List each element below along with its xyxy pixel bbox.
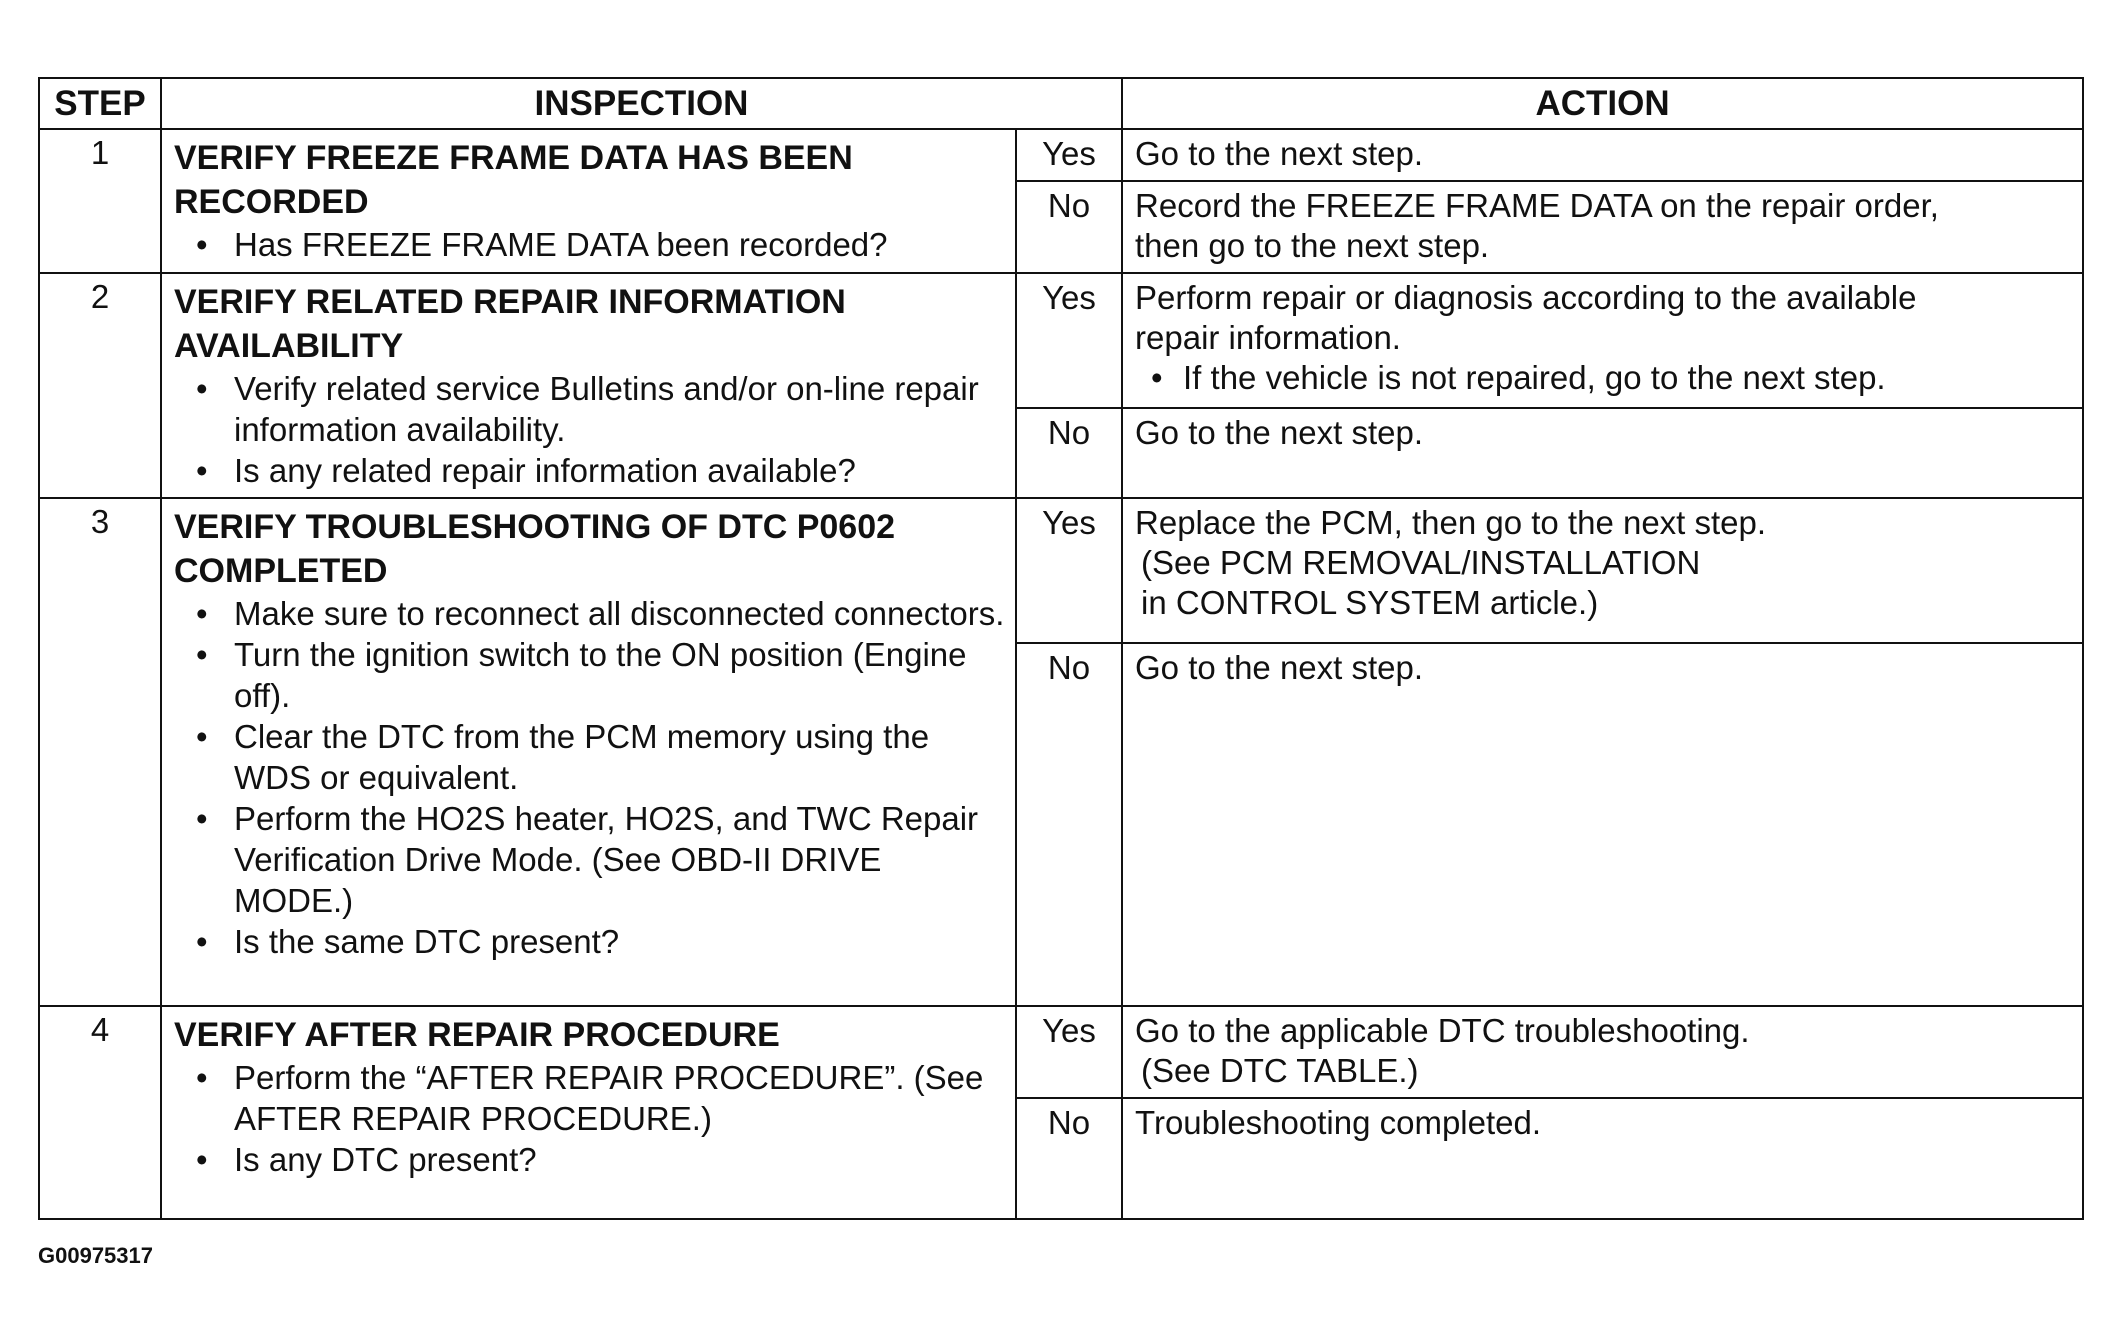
yes-label: Yes [1016, 1006, 1122, 1098]
step-number: 4 [39, 1006, 161, 1219]
no-label: No [1016, 408, 1122, 498]
inspection-cell [161, 1006, 1016, 1219]
header-inspection: INSPECTION [161, 78, 1122, 129]
action-line: repair information. [1135, 319, 1401, 357]
bullet-list [174, 224, 1005, 265]
yes-label: Yes [1016, 273, 1122, 407]
step-number: 3 [39, 498, 161, 1006]
header-row [39, 78, 2083, 129]
inspection-cell [161, 498, 1016, 1006]
table-row [39, 273, 2083, 407]
no-action [1122, 643, 2083, 1006]
inspection-title: VERIFY RELATED REPAIR INFORMATION AVAILABILITY [174, 283, 846, 366]
bullet-list [174, 368, 1005, 491]
list-item: • Has FREEZE FRAME DATA been recorded? [184, 224, 1005, 265]
header-action: ACTION [1122, 78, 2083, 129]
action-line: Perform repair or diagnosis according to the available [1135, 279, 1917, 317]
action-line: Go to the next step. [1135, 135, 1424, 173]
figure-id: G00975317 [38, 1243, 153, 1268]
action-line: (See DTC TABLE.) [1141, 1051, 1419, 1089]
yes-label: Yes [1016, 129, 1122, 181]
no-action [1122, 1098, 2083, 1219]
no-label: No [1016, 181, 1122, 273]
list-item: • Is any DTC present? [184, 1139, 1005, 1180]
table-row [39, 1006, 2083, 1098]
diagnostic-table [38, 77, 2084, 1220]
list-item: • Perform the HO2S heater, HO2S, and TWC Repair Verification Drive Mode. (See OBD-II DRIVE MODE.) [184, 798, 1005, 921]
no-action [1122, 408, 2083, 498]
action-line: Go to the next step. [1135, 413, 1424, 451]
inspection-cell [161, 129, 1016, 273]
yes-action [1122, 1006, 2083, 1098]
table-row [39, 129, 2083, 181]
action-line: in CONTROL SYSTEM article.) [1141, 583, 1599, 621]
header-step: STEP [39, 78, 161, 129]
yes-label: Yes [1016, 498, 1122, 643]
bullet-list [174, 1057, 1005, 1180]
list-item: • Is any related repair information available? [184, 450, 1005, 491]
step-number: 2 [39, 273, 161, 497]
action-sub-bullet: • If the vehicle is not repaired, go to the next step. [1135, 358, 2070, 398]
bullet-list [174, 593, 1005, 962]
action-line: Record the FREEZE FRAME DATA on the repair order, [1135, 187, 1939, 225]
inspection-title: VERIFY TROUBLESHOOTING OF DTC P0602 COMPLETED [174, 507, 896, 590]
yes-action [1122, 498, 2083, 643]
list-item: • Turn the ignition switch to the ON position (Engine off). [184, 634, 1005, 716]
action-line: then go to the next step. [1135, 227, 1490, 265]
yes-action [1122, 273, 2083, 407]
list-item: • Clear the DTC from the PCM memory using the WDS or equivalent. [184, 716, 1005, 798]
action-line: Replace the PCM, then go to the next step. [1135, 503, 1767, 541]
inspection-title: VERIFY AFTER REPAIR PROCEDURE [174, 1015, 780, 1054]
no-action [1122, 181, 2083, 273]
list-item: • Verify related service Bulletins and/or on-line repair information availability. [184, 368, 1005, 450]
yes-action [1122, 129, 2083, 181]
table-row [39, 498, 2083, 643]
action-line: (See PCM REMOVAL/INSTALLATION [1141, 543, 1701, 581]
action-line: Troubleshooting completed. [1135, 1103, 1542, 1141]
no-label: No [1016, 643, 1122, 1006]
inspection-title: VERIFY FREEZE FRAME DATA HAS BEEN RECORDED [174, 139, 853, 222]
inspection-cell [161, 273, 1016, 497]
list-item: • Make sure to reconnect all disconnected connectors. [184, 593, 1005, 634]
action-line: Go to the applicable DTC troubleshooting. [1135, 1011, 1750, 1049]
list-item: • Perform the “AFTER REPAIR PROCEDURE”. (See AFTER REPAIR PROCEDURE.) [184, 1057, 1005, 1139]
step-number: 1 [39, 129, 161, 273]
action-line: Go to the next step. [1135, 648, 1424, 686]
no-label: No [1016, 1098, 1122, 1219]
list-item: • Is the same DTC present? [184, 921, 1005, 962]
